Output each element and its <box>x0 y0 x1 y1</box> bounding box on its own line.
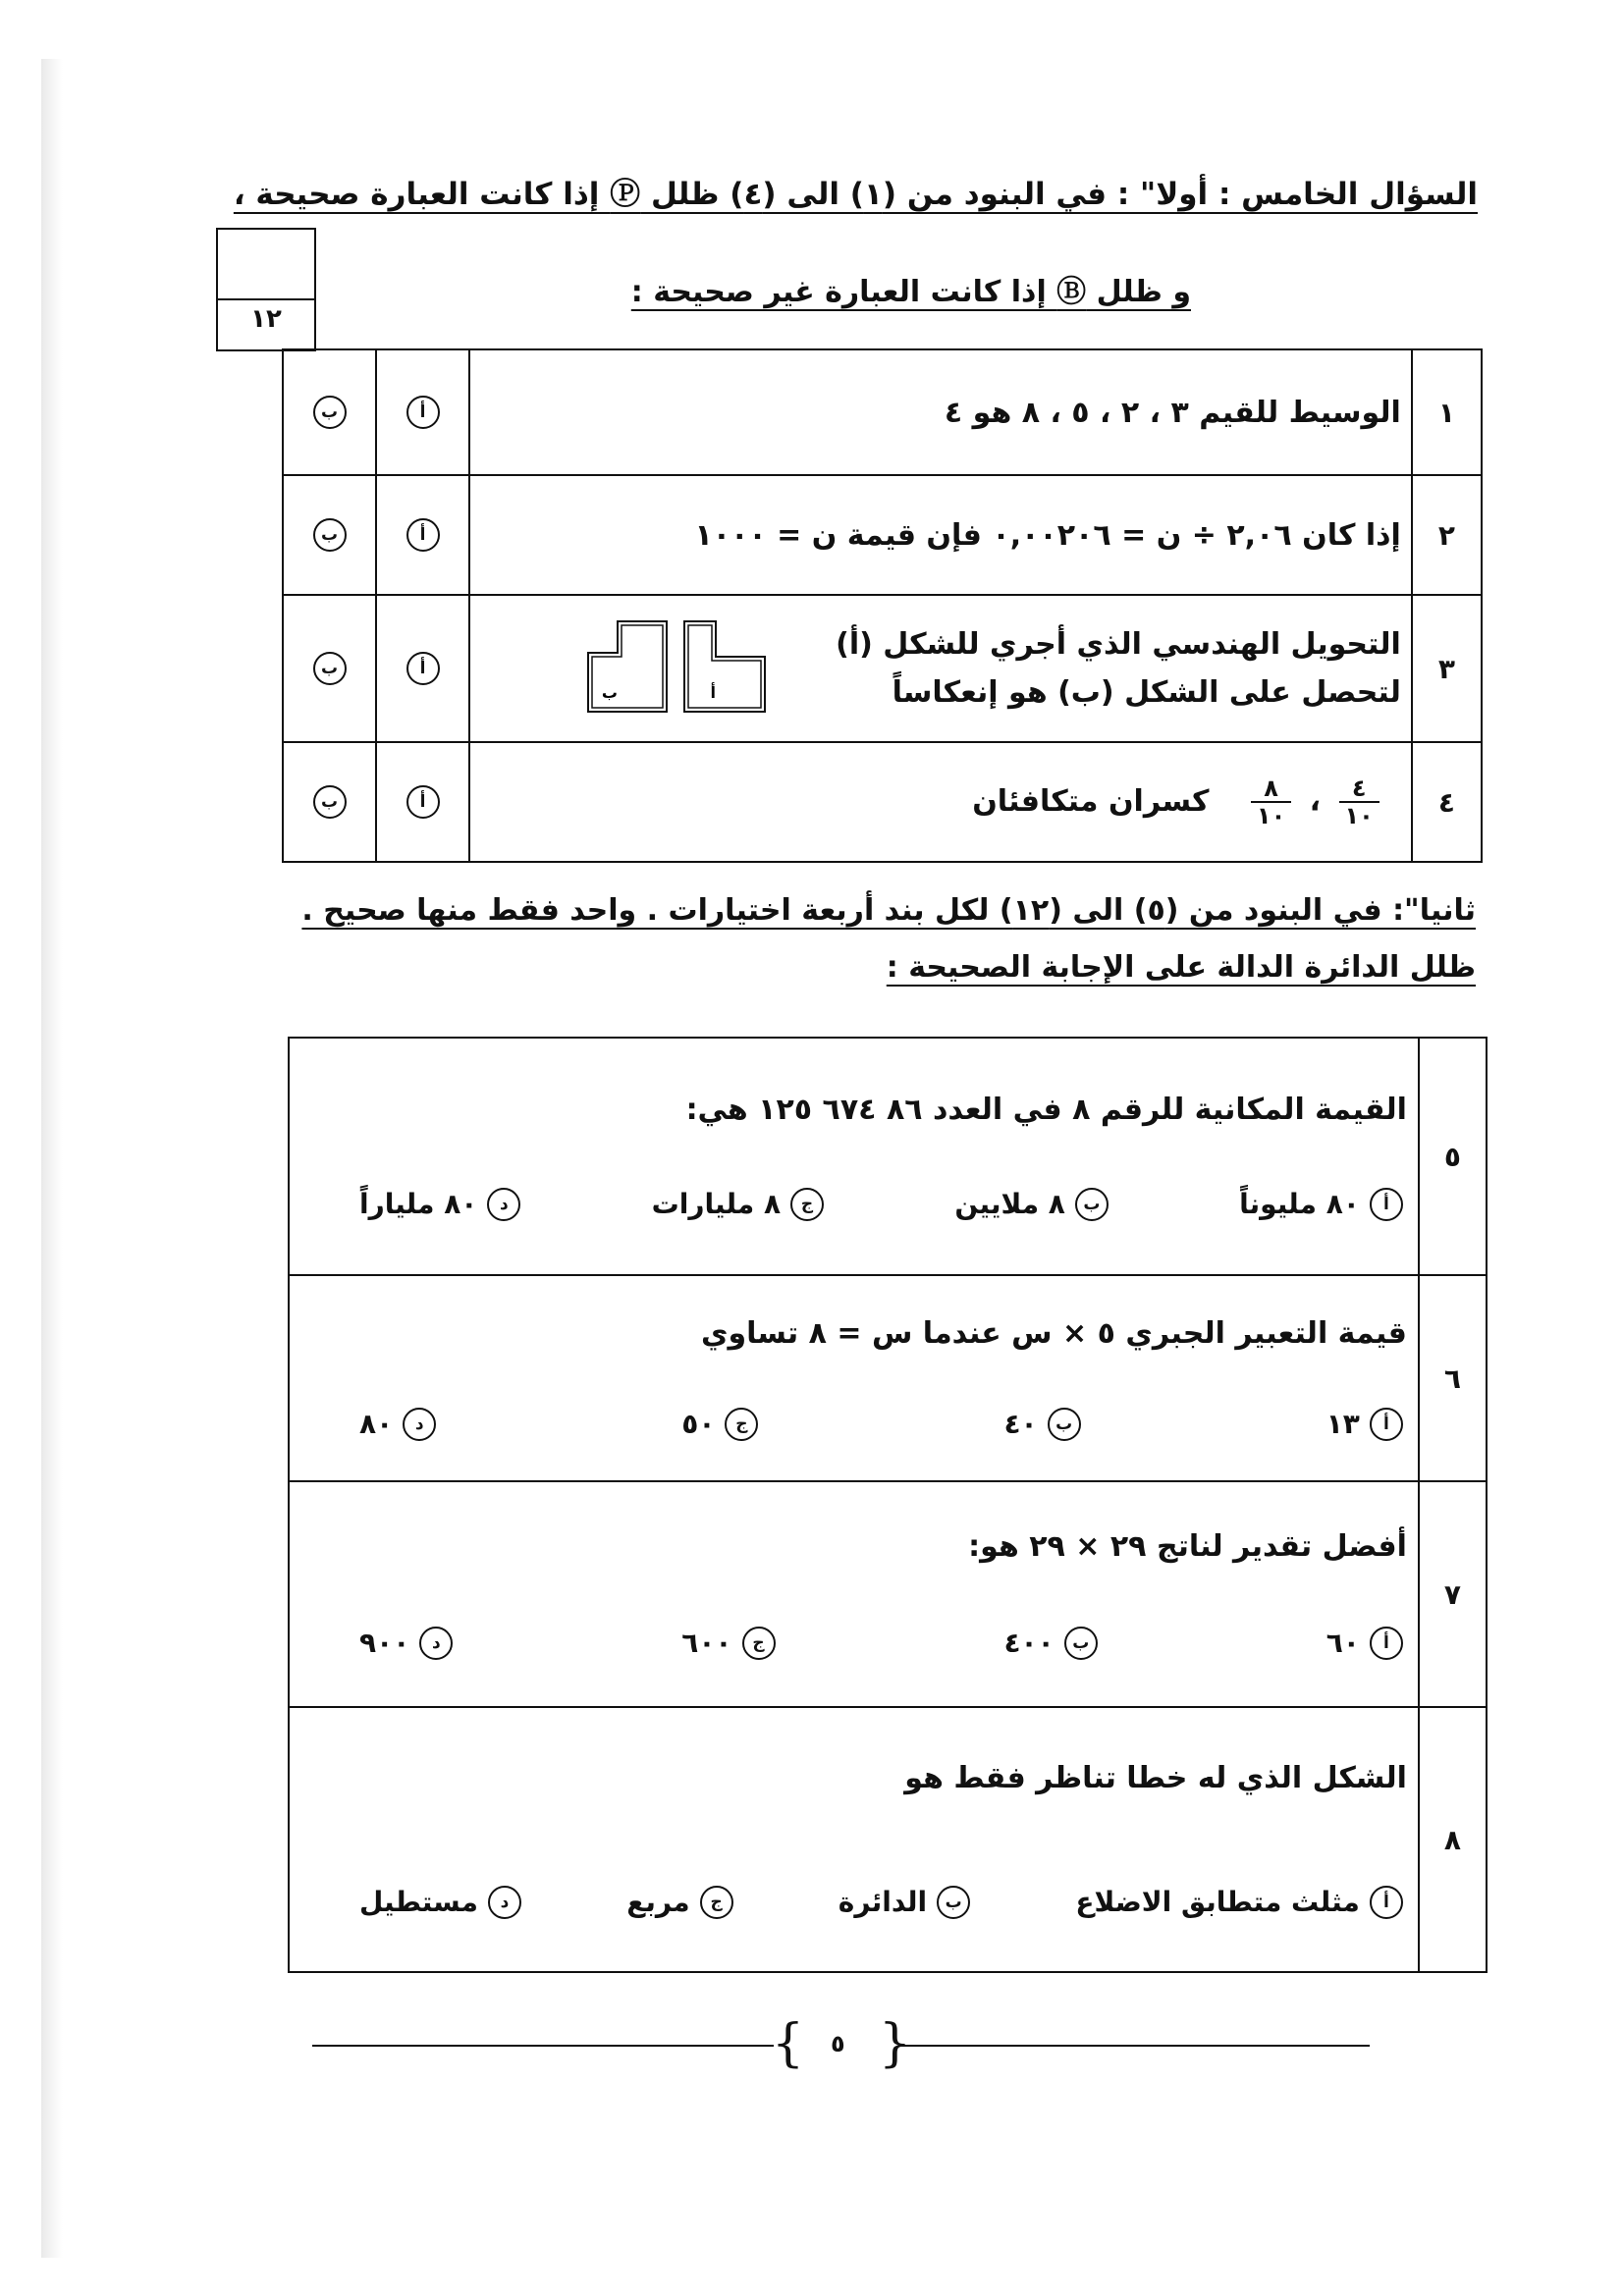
score-box <box>216 228 316 351</box>
false-circle[interactable]: ب <box>313 396 347 429</box>
item-text: إذا كان ٢,٠٦ ÷ ن = ٠,٠٠٢٠٦ فإن قيمة ن = ١٠٠٠ <box>694 517 1401 553</box>
score-value: ١٢ <box>250 304 282 334</box>
item-text-line1: التحويل الهندسي الذي أجري للشكل (أ) <box>836 627 1401 662</box>
option-d-circle[interactable]: د <box>487 1188 520 1221</box>
option-c: ٥٠ <box>681 1408 716 1440</box>
separator: ، <box>1309 783 1322 819</box>
question-text: القيمة المكانية للرقم ٨ في العدد ٨٦ ٦٧٤ ١٢٥ هي: <box>685 1092 1407 1127</box>
item-number: ٢ <box>1412 475 1482 595</box>
option-c-circle[interactable]: ج <box>790 1188 824 1221</box>
option-a-circle[interactable]: أ <box>1370 1188 1403 1221</box>
true-circle[interactable]: أ <box>406 396 440 429</box>
part2-instruction: ظلل الدائرة الدالة على الإجابة الصحيحة : <box>886 950 1476 985</box>
table-row <box>283 595 1482 742</box>
true-circle[interactable]: أ <box>406 652 440 685</box>
table-row <box>283 742 1482 862</box>
section-title: السؤال الخامس : أولا" : في البنود من (١) الى (٤) ظلل Ⓟ إذا كانت العبارة صحيحة ، <box>233 177 1478 212</box>
option-b: ٤٠ <box>1003 1408 1038 1440</box>
item-number: ١ <box>1412 349 1482 475</box>
table-row <box>289 1481 1487 1707</box>
shapes-figure <box>578 614 775 720</box>
option-b: ٤٠٠ <box>1003 1627 1055 1659</box>
option-d-circle[interactable]: د <box>403 1408 436 1441</box>
option-d: ٩٠٠ <box>359 1627 410 1659</box>
option-d: ٨٠ ملياراً <box>359 1188 478 1220</box>
item-number: ٣ <box>1412 595 1482 742</box>
footer-line-right <box>898 2045 1370 2047</box>
fraction-1: $\frac{٤}{١٠}$ <box>1339 775 1380 828</box>
false-circle[interactable]: ب <box>313 785 347 819</box>
question-text: الشكل الذي له خطا تناظر فقط هو <box>904 1760 1407 1795</box>
option-a: مثلث متطابق الاضلاع <box>1075 1886 1360 1918</box>
table-row <box>283 475 1482 595</box>
item-text: الوسيط للقيم ٣ ، ٢ ، ٥ ، ٨ هو ٤ <box>944 395 1401 430</box>
true-circle[interactable]: أ <box>406 518 440 552</box>
false-circle[interactable]: ب <box>313 518 347 552</box>
option-d-circle[interactable]: د <box>488 1886 521 1919</box>
item-number: ٦ <box>1419 1275 1487 1481</box>
footer-bracket-right: } <box>879 2014 912 2073</box>
shape-b-label: ب <box>602 683 619 702</box>
mcq-table <box>288 1037 1488 1973</box>
footer-line-left <box>312 2045 774 2047</box>
option-a: ٨٠ مليوناً <box>1239 1188 1360 1220</box>
option-a-circle[interactable]: أ <box>1370 1886 1403 1919</box>
fraction-2: $\frac{٨}{١٠}$ <box>1251 775 1291 828</box>
part2-title: ثانيا": في البنود من (٥) الى (١٢) لكل بند أربعة اختيارات . واحد فقط منها صحيح . <box>301 893 1476 928</box>
option-c-circle[interactable]: ج <box>700 1886 733 1919</box>
option-a: ٦٠ <box>1325 1627 1360 1659</box>
item-number: ٤ <box>1412 742 1482 862</box>
option-c: ٦٠٠ <box>681 1627 732 1659</box>
option-c-circle[interactable]: ج <box>742 1627 776 1660</box>
option-d: مستطيل <box>359 1886 478 1918</box>
table-row <box>289 1707 1487 1972</box>
table-row <box>289 1038 1487 1275</box>
option-a-circle[interactable]: أ <box>1370 1408 1403 1441</box>
shape-a-label: أ <box>710 683 717 702</box>
scan-edge <box>41 59 63 2258</box>
section-instruction: و ظلل Ⓑ إذا كانت العبارة غير صحيحة : <box>630 275 1191 309</box>
item-number: ٥ <box>1419 1038 1487 1275</box>
true-circle[interactable]: أ <box>406 785 440 819</box>
option-d: ٨٠ <box>359 1408 394 1440</box>
false-circle[interactable]: ب <box>313 652 347 685</box>
option-c-circle[interactable]: ج <box>725 1408 758 1441</box>
item-number: ٧ <box>1419 1481 1487 1707</box>
footer-bracket-left: { <box>772 2014 805 2073</box>
table-row <box>289 1275 1487 1481</box>
option-b-circle[interactable]: ب <box>1064 1627 1098 1660</box>
option-b: ٨ ملايين <box>954 1188 1065 1220</box>
option-b-circle[interactable]: ب <box>1075 1188 1109 1221</box>
option-b: الدائرة <box>838 1886 928 1918</box>
option-d-circle[interactable]: د <box>419 1627 453 1660</box>
question-text: أفضل تقدير لناتج ٢٩ × ٢٩ هو: <box>968 1528 1407 1564</box>
option-b-circle[interactable]: ب <box>937 1886 970 1919</box>
table-row <box>283 349 1482 475</box>
item-number: ٨ <box>1419 1707 1487 1972</box>
true-false-table <box>282 348 1483 863</box>
option-a: ١٣ <box>1325 1408 1360 1440</box>
option-c: مربع <box>626 1886 690 1918</box>
option-a-circle[interactable]: أ <box>1370 1627 1403 1660</box>
item-text-line2: لتحصل على الشكل (ب) هو إنعكاساً <box>892 675 1401 710</box>
option-c: ٨ مليارات <box>651 1188 782 1220</box>
question-text: قيمة التعبير الجبري ٥ × س عندما س = ٨ تساوي <box>700 1315 1407 1351</box>
page-number: ٥ <box>831 2030 845 2057</box>
item-text: كسران متكافئان <box>972 783 1210 819</box>
option-b-circle[interactable]: ب <box>1048 1408 1081 1441</box>
